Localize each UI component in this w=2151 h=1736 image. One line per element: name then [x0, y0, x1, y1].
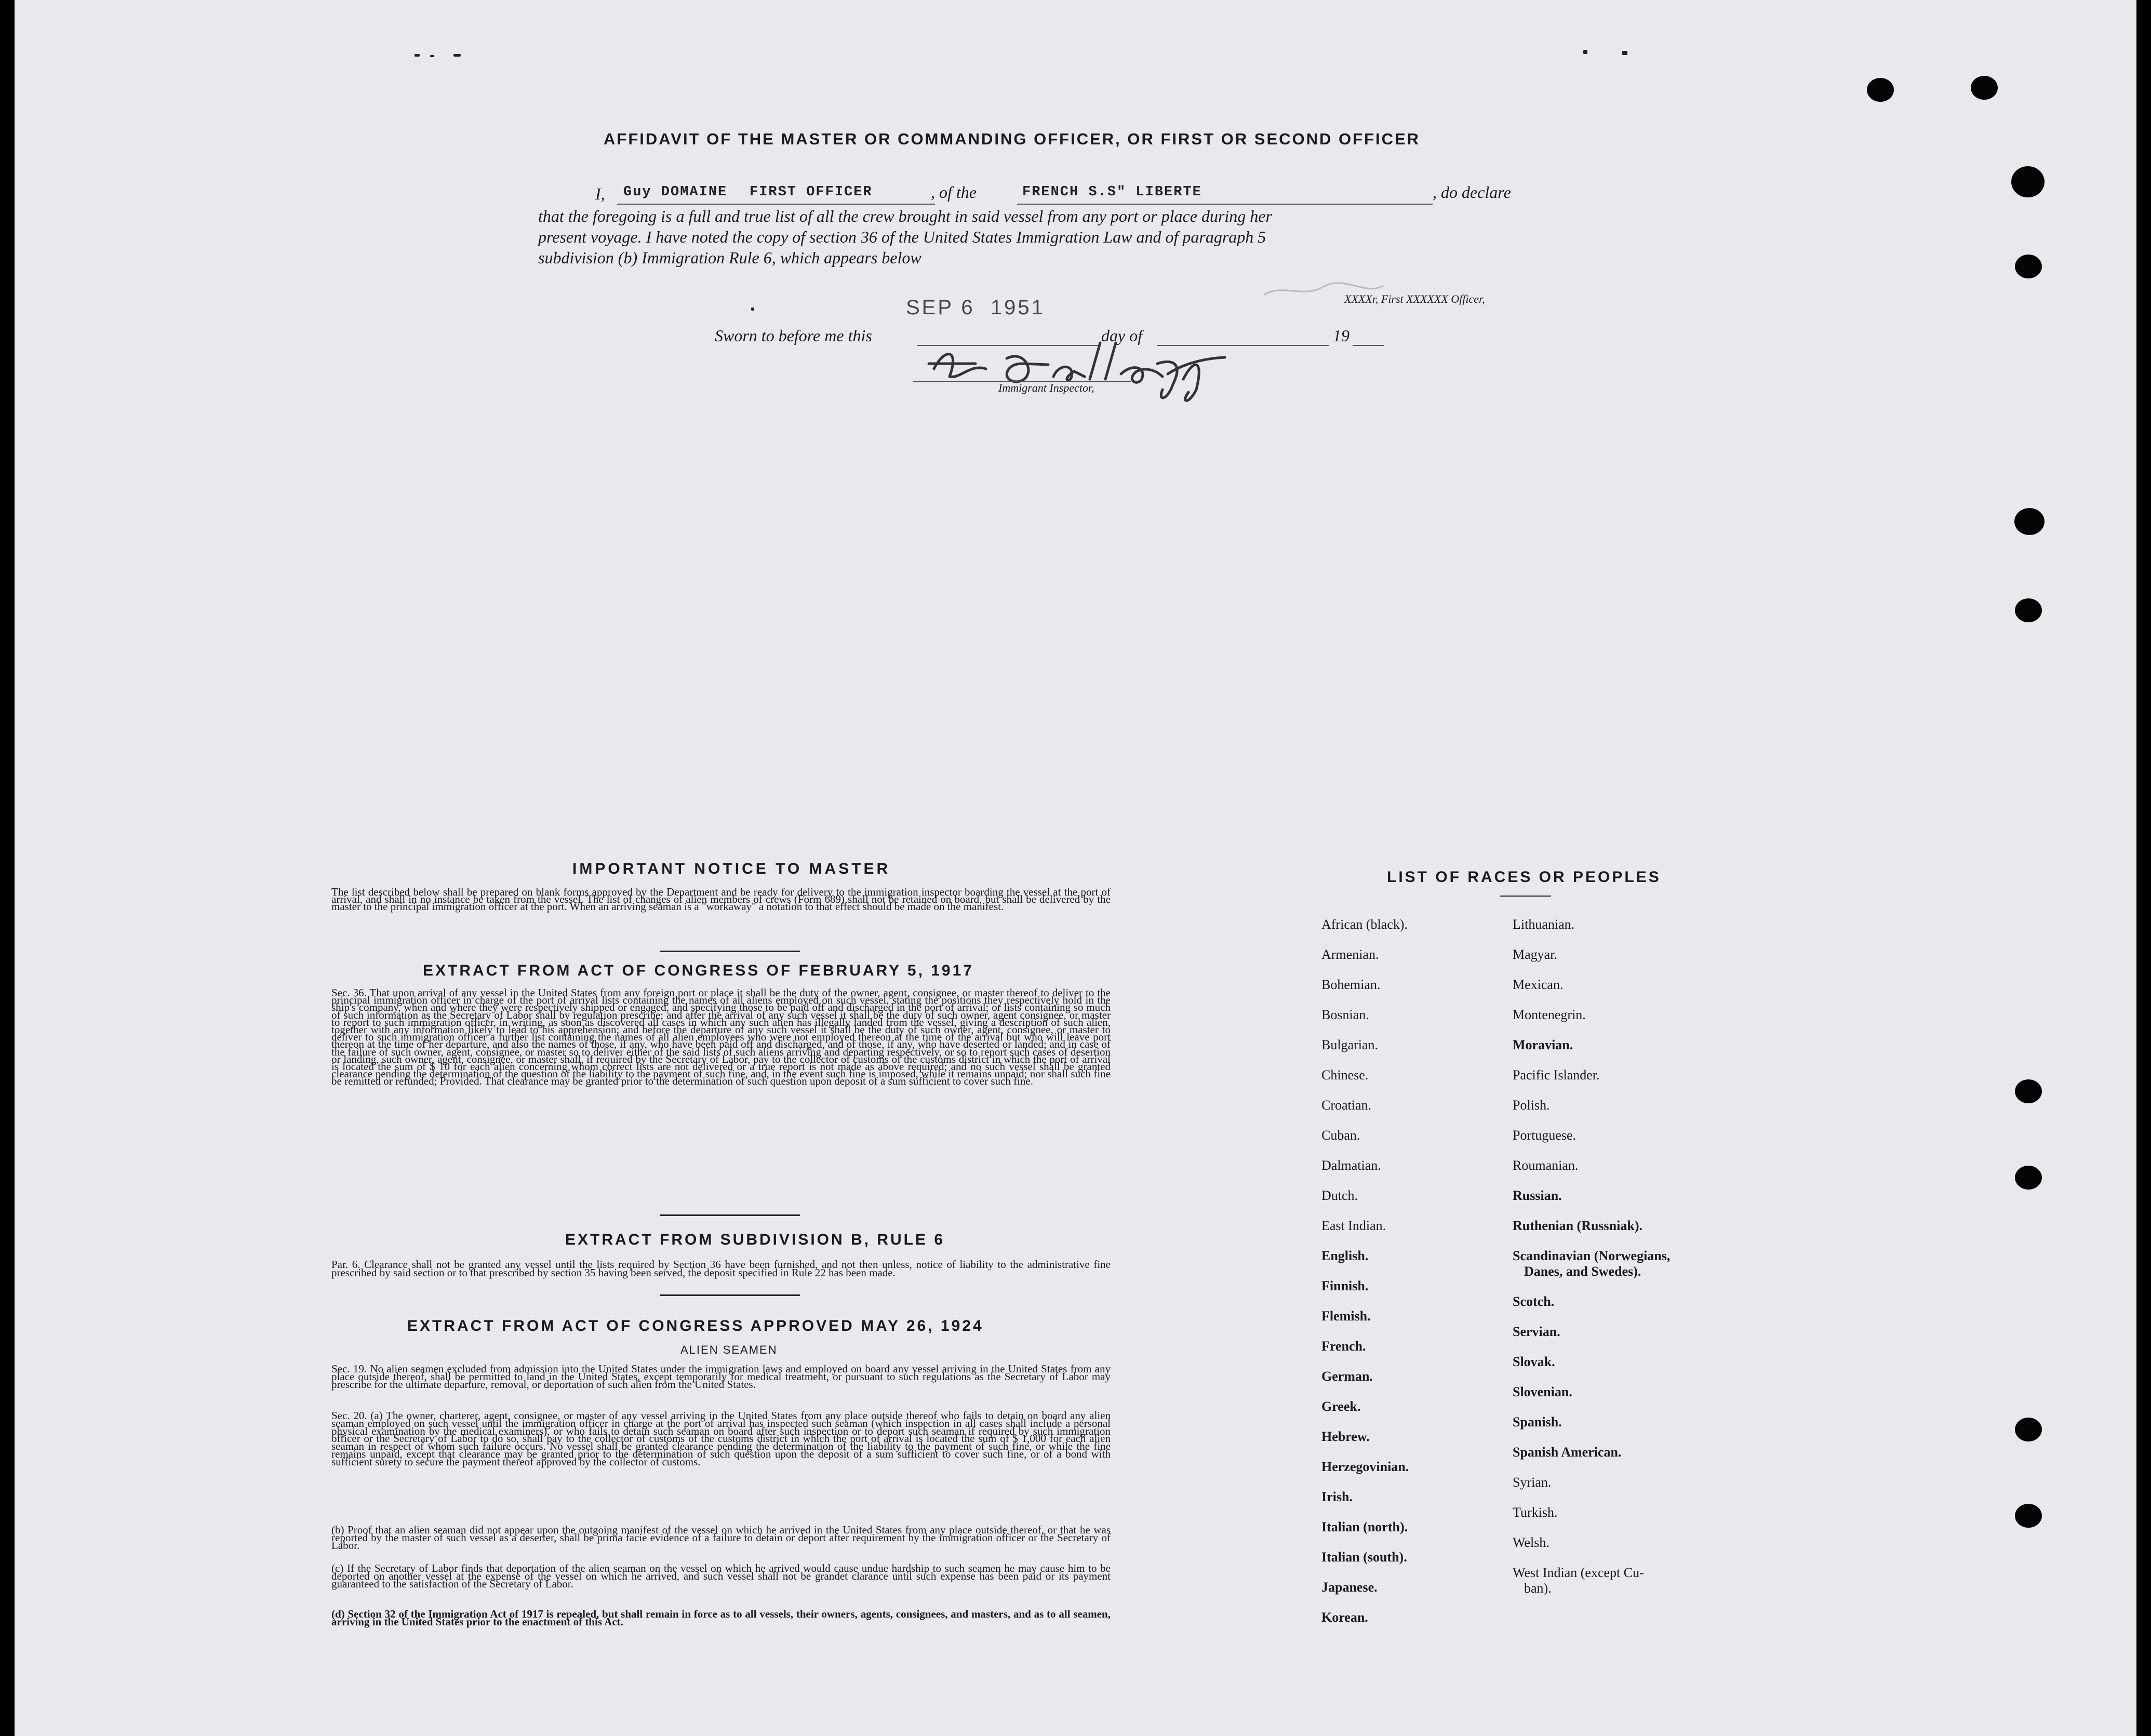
affidavit-line-2: that the foregoing is a full and true list of all the crew brought in said vessel from any port or place during her [538, 207, 1272, 225]
punch-hole [2011, 166, 2045, 197]
extract-1924-sec20d: (d) Section 32 of the Immigration Act of 1917 is repealed, but shall remain in force as to all vessels, their owners, agents, consignees, and masters, and as to all seamen, arriving in the United States prior to the enactment of this Act. [331, 1608, 1111, 1628]
race-item: Danes, and Swedes). [1524, 1264, 1641, 1279]
punch-hole [2014, 508, 2045, 535]
race-item: Cuban. [1321, 1128, 1360, 1143]
race-item: Roumanian. [1513, 1158, 1579, 1173]
race-item: Lithuanian. [1513, 917, 1575, 932]
races-title-underline [1500, 896, 1551, 897]
date-stamp: SEP 6 1951 [906, 296, 1045, 319]
speck-mark [751, 308, 754, 311]
race-item: Hebrew. [1321, 1429, 1370, 1444]
race-item: Armenian. [1321, 947, 1379, 962]
extract-1917-body: Sec. 36. That upon arrival of any vessel in the United States from any foreign port or place it shall be the duty of the owner, agent, consignee, or master thereof to deliver to the principal immigration officer in charge of the port of arrival lists containing the names of all aliens employed on such vessel, stating the positions they respectively hold in the ship's company, when and where they were respectively shipped or engaged, and specifying those to be paid off and discharged in the port of arrival; or lists containing so much of such information as the Secretary of Labor shall by regulation prescribe; and after the arrival of any such vessel it shall be the duty of such owner, agent consignee, or master to report to such immigration officer, in writing, as soon as discovered all cases in which any such alien has illegally landed from the vessel, giving a description of such alien, together with any information likely to lead to his apprehension; and before the departure of any such vessel it shall be the duty of such owner, agent, consignee, or master to deliver to such immigration officer a further list containing the names of all alien employees who were not employed thereon at the time of the arrival but who will leave port thereon at the time of her departure, and also the names of those, if any, who have been paid off and discharged, and of those, if any, who have deserted or landed; and in case of the failure of such owner, agent, consignee, or master so to deliver either of the said lists of such aliens arriving and departing respectively, or so to report such cases of desertion or landing, such owner, agent, consignee, or master shall, if required by the Secretary of Labor, pay to the collector of customs of the customs district in which the port of arrival is located the sum of $ 10 for each alien concerning whom correct lists are not delivered or a true report is not made as above required; and no such vessel shall be granted clearance pending the determination of the question of the liability to the payment of such fine, and, in the event such fine is imposed, while it remains unpaid; nor shall such fine be remitted or refunded; Provided. That clearance may be granted prior to the determination of such question upon deposit of a sum sufficient to cover such fine. [331, 986, 1111, 1088]
speck-mark [1622, 51, 1627, 55]
race-item: Greek. [1321, 1399, 1361, 1414]
of-the-text: , of the [931, 183, 977, 202]
race-item: Dalmatian. [1321, 1158, 1381, 1173]
race-item: Japanese. [1321, 1580, 1378, 1595]
inspector-signature [913, 327, 1277, 405]
race-item: Polish. [1513, 1098, 1550, 1113]
name-fill-line [617, 204, 935, 205]
officer-rank-label: XXXXr, First XXXXXX Officer, [1344, 292, 1485, 305]
sworn-before-text: Sworn to before me this [715, 326, 872, 345]
document-page [15, 0, 2136, 1736]
race-item: Korean. [1321, 1610, 1368, 1625]
do-declare-text: , do declare [1433, 183, 1511, 202]
notice-title: IMPORTANT NOTICE TO MASTER [572, 860, 891, 877]
extract-1924-sec20a: Sec. 20. (a) The owner, charterer, agent, consignee, or master of any vessel arriving in the United States from any place outside thereof who fails to detain on board any alien seaman employed on such vessel until the immigration officer in charge at the port of arrival has inspected such seaman (which inspection in all cases shall include a personal physical examination by the medical examiners), or who fails to detain such seaman on board after such inspection or to deport such seaman if required by such immigration officer or the Secretary of Labor to do so, shall pay to the collector of customs of the customs district in which the port of arrival is located the sum of $ 1,000 for each alien seaman in respect of whom such failure occurs. No vessel shall be granted clearance pending the determination of the liability to the payment of such fine, or while the fine remains unpaid, except that clearance may be granted prior to the determination of such question upon the deposit of a sum sufficient to cover such fine, or of a bond with sufficient surety to secure the payment thereof approved by the collector of customs. [331, 1409, 1111, 1468]
day-of-text: day of [1101, 326, 1143, 345]
races-title: LIST OF RACES OR PEOPLES [1387, 869, 1661, 886]
year-fill-line [1353, 345, 1384, 346]
race-item: Dutch. [1321, 1188, 1358, 1203]
alien-seamen-subtitle: ALIEN SEAMEN [680, 1343, 778, 1356]
speck-mark [415, 54, 420, 57]
speck-mark [453, 54, 461, 57]
race-item: Moravian. [1513, 1037, 1573, 1052]
section-divider [660, 1214, 800, 1216]
speck-mark [430, 55, 434, 57]
race-item: Bulgarian. [1321, 1037, 1379, 1052]
punch-hole [2015, 1418, 2042, 1441]
race-item: Italian (south). [1321, 1550, 1407, 1565]
race-item: ban). [1524, 1581, 1552, 1596]
race-item: Croatian. [1321, 1098, 1372, 1113]
race-item: Russian. [1513, 1188, 1562, 1203]
race-item: Slovak. [1513, 1354, 1555, 1369]
declarant-prefix: I, [595, 184, 605, 203]
punch-hole [1867, 78, 1894, 102]
extract-1924-sec19: Sec. 19. No alien seamen excluded from admission into the United States under the immigration laws and employed on board any vessel arriving in the United States from any place outside thereof, shall be permitted to land in the United States, except temporarily for medical treatment, or pursuant to such regulations as the Secretary of Labor may prescribe for the ultimate departure, removal, or deportation of such alien from the United States. [331, 1363, 1111, 1391]
race-item: Portuguese. [1513, 1128, 1576, 1143]
extract-1924-sec20b: (b) Proof that an alien seaman did not appear upon the outgoing manifest of the vessel on which he arrived in the United States from any place outside thereof, or that he was reported by the master of such vessel as a deserter, shall be prima facie evidence of a failure to detain or deport after requirement by the immigration officer or the Secretary of Labor. [331, 1524, 1111, 1552]
subdivision-b-body: Par. 6. Clearance shall not be granted any vessel until the lists required by Section 36 have been furnished, and not then unless, notice of liability to the administrative fine prescribed by said section or to that prescribed by section 35 having been served, the deposit specified in Rule 22 has been made. [331, 1258, 1111, 1279]
race-item: Flemish. [1321, 1308, 1371, 1324]
race-item: Slovenian. [1513, 1384, 1572, 1399]
declarant-name: Guy DOMAINE [623, 184, 728, 200]
subdivision-b-title: EXTRACT FROM SUBDIVISION B, RULE 6 [565, 1231, 945, 1248]
affidavit-line-3: present voyage. I have noted the copy of section 36 of the United States Immigration Law and of paragraph 5 [538, 228, 1266, 246]
extract-1924-title: EXTRACT FROM ACT OF CONGRESS APPROVED MAY 26, 1924 [407, 1317, 984, 1334]
affidavit-line-4: subdivision (b) Immigration Rule 6, which appears below [538, 248, 921, 267]
punch-hole [2015, 598, 2042, 622]
race-item: Scotch. [1513, 1294, 1555, 1309]
race-item: French. [1321, 1339, 1366, 1354]
race-item: Montenegrin. [1513, 1007, 1586, 1022]
extract-1917-title: EXTRACT FROM ACT OF CONGRESS OF FEBRUARY 5, 1917 [423, 962, 974, 979]
affidavit-title: AFFIDAVIT OF THE MASTER OR COMMANDING OFFICER, OR FIRST OR SECOND OFFICER [604, 130, 1421, 148]
race-item: Spanish. [1513, 1414, 1562, 1430]
punch-hole [2015, 1079, 2042, 1103]
notice-body: The list described below shall be prepared on blank forms approved by the Department and be ready for delivery to the immigration inspector boarding the vessel at the port of arrival, and shall in no instance be taken from the vessel. The list of changes of alien members of crews (Form 689) shall not be retained on board, but shall be delivered by the master to the principal immigration officer at the port. When an arriving seaman is a "workaway" a notation to that effect should be made on the manifest. [331, 886, 1111, 913]
inspector-label: Immigrant Inspector, [998, 381, 1094, 394]
year-prefix: 19 [1333, 326, 1350, 345]
vessel-name: FRENCH S.S" LIBERTE [1022, 184, 1202, 200]
race-item: Herzegovinian. [1321, 1459, 1409, 1474]
race-item: Italian (north). [1321, 1519, 1408, 1534]
punch-hole [1971, 76, 1998, 100]
race-item: Ruthenian (Russniak). [1513, 1218, 1642, 1233]
declarant-rank: FIRST OFFICER [750, 184, 873, 200]
vessel-fill-line [1017, 204, 1433, 205]
race-item: Chinese. [1321, 1067, 1369, 1083]
punch-hole [2015, 1504, 2042, 1528]
speck-mark [1583, 50, 1587, 54]
race-item: English. [1321, 1248, 1369, 1263]
race-item: Magyar. [1513, 947, 1557, 962]
race-item: Spanish American. [1513, 1445, 1622, 1460]
race-item: Finnish. [1321, 1278, 1369, 1293]
race-item: Welsh. [1513, 1535, 1549, 1550]
race-item: Mexican. [1513, 977, 1564, 992]
punch-hole [2015, 1166, 2042, 1190]
race-item: Irish. [1321, 1489, 1353, 1504]
race-item: Pacific Islander. [1513, 1067, 1600, 1083]
race-item: Turkish. [1513, 1505, 1558, 1520]
section-divider [660, 951, 800, 952]
race-item: Bohemian. [1321, 977, 1381, 992]
race-item: Servian. [1513, 1324, 1560, 1339]
race-item: West Indian (except Cu- [1513, 1565, 1644, 1580]
section-divider [660, 1294, 800, 1296]
punch-hole [2015, 255, 2042, 278]
race-item: African (black). [1321, 917, 1408, 932]
race-item: German. [1321, 1369, 1373, 1384]
race-item: Bosnian. [1321, 1007, 1369, 1022]
race-item: Syrian. [1513, 1475, 1552, 1490]
race-item: East Indian. [1321, 1218, 1386, 1233]
extract-1924-sec20c: (c) If the Secretary of Labor finds that deportation of the alien seaman on the vessel on which he arrived would cause undue hardship to such seamen he may cause him to be deported on another vessel at the expense of the vessel on which he arrived, and such vessel shall not be grandet clarance until such expense has been paid or its payment guaranteed to the satisfaction of the Secretary of Labor. [331, 1562, 1111, 1590]
race-item: Scandinavian (Norwegians, [1513, 1248, 1671, 1263]
